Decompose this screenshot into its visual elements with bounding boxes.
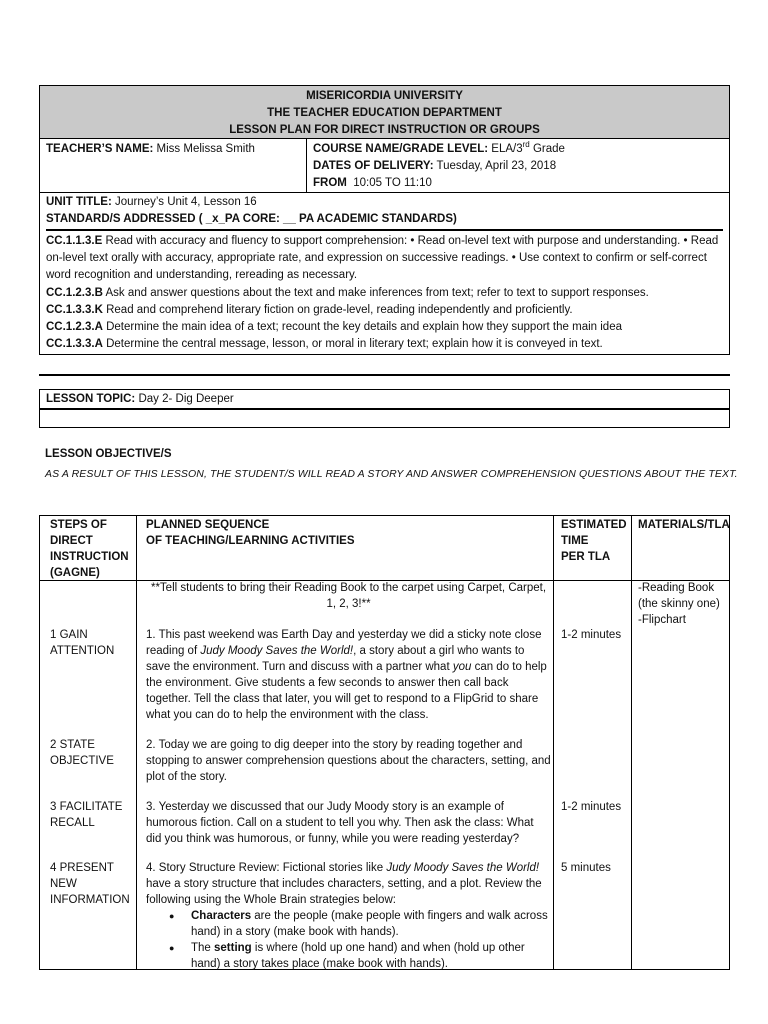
step-text-part: can do to help the environment. Give students a few seconds to answer then call back together. Tell the class that later, you will get to respond to a FlipGrid to share what you can do to help the environment with the class. bbox=[146, 661, 547, 721]
standard-item bbox=[46, 302, 723, 319]
bullet-term: setting bbox=[214, 942, 252, 954]
time-header bbox=[561, 517, 633, 565]
step-label-state-objective bbox=[50, 737, 135, 769]
standard-code: CC.1.1.3.E bbox=[46, 235, 103, 247]
topic-label: LESSON TOPIC: bbox=[46, 393, 136, 405]
time-header-line: ESTIMATED bbox=[561, 519, 627, 531]
sequence-header-line: PLANNED SEQUENCE bbox=[146, 519, 270, 531]
time-header-line: PER TLA bbox=[561, 551, 611, 563]
course-suffix: Grade bbox=[532, 143, 565, 155]
standard-item bbox=[46, 319, 723, 336]
book-title: Judy Moody Saves the World! bbox=[386, 862, 540, 874]
step-text-gain-attention bbox=[146, 627, 551, 723]
from-label: FROM bbox=[313, 177, 347, 189]
bullet-text: is where (hold up one hand) and when (hold up other hand) a story takes place (make book with hands). bbox=[191, 942, 525, 970]
column-divider bbox=[553, 516, 554, 969]
unit-title bbox=[46, 194, 723, 211]
standard-text: Determine the main idea of a text; recount the key details and explain how they support the main idea bbox=[106, 321, 622, 334]
emphasis-text: you bbox=[452, 661, 472, 673]
teacher-name: Miss Melissa Smith bbox=[156, 143, 255, 155]
step-label-line: NEW bbox=[50, 878, 77, 890]
step-time: 5 minutes bbox=[561, 862, 611, 874]
bullet-item bbox=[146, 908, 551, 940]
step-label-line: 1 GAIN bbox=[50, 629, 88, 641]
column-divider bbox=[631, 516, 632, 969]
column-divider bbox=[136, 516, 137, 969]
document-header bbox=[39, 85, 730, 139]
step-label-facilitate-recall bbox=[50, 799, 135, 831]
materials-header: MATERIALS/TLA bbox=[638, 519, 730, 531]
info-row bbox=[39, 139, 730, 193]
topic-box bbox=[39, 389, 730, 428]
step-label-line: RECALL bbox=[50, 817, 95, 829]
step-time: 1-2 minutes bbox=[561, 801, 622, 813]
university-name: MISERICORDIA UNIVERSITY bbox=[306, 90, 463, 102]
standard-item bbox=[46, 336, 723, 353]
step-label-line: OBJECTIVE bbox=[50, 755, 114, 767]
step-label-line: 2 STATE bbox=[50, 739, 95, 751]
material-item: -Reading Book (the skinny one) bbox=[638, 582, 720, 610]
step-label-gain-attention bbox=[50, 627, 135, 659]
step-text-present-new-information bbox=[146, 860, 551, 972]
materials-list bbox=[638, 580, 730, 628]
dates-value: Tuesday, April 23, 2018 bbox=[436, 160, 557, 172]
standards-heading: STANDARD/S ADDRESSED ( _x_PA CORE: __ PA ACADEMIC STANDARDS) bbox=[46, 211, 723, 231]
unit-section bbox=[39, 193, 730, 355]
teacher-cell bbox=[40, 139, 307, 192]
section-divider bbox=[39, 374, 730, 376]
step-text-part: have a story structure that includes characters, setting, and a plot. Review the following using the Whole Brain strategies below: bbox=[146, 878, 542, 906]
book-title: Judy Moody Saves the World! bbox=[200, 645, 354, 657]
standard-text: Ask and answer questions about the text and make inferences from text; refer to text to support responses. bbox=[105, 286, 649, 299]
course-cell bbox=[307, 139, 729, 192]
instruction-table bbox=[39, 515, 730, 970]
standard-code: CC.1.3.3.A bbox=[46, 338, 103, 351]
standard-item bbox=[46, 285, 723, 302]
bullet-text: are the people (make people with fingers and walk across hand) in a story (make book with hands). bbox=[191, 910, 548, 938]
course-line bbox=[313, 141, 723, 158]
step-label-line: INFORMATION bbox=[50, 894, 130, 906]
standard-item bbox=[46, 233, 723, 285]
standard-code: CC.1.2.3.B bbox=[46, 286, 103, 299]
bullet-text: The bbox=[191, 942, 215, 954]
unit-title-value: Journey’s Unit 4, Lesson 16 bbox=[115, 196, 257, 208]
topic-value: Day 2- Dig Deeper bbox=[138, 393, 234, 405]
step-time: 1-2 minutes bbox=[561, 629, 622, 641]
course-label: COURSE NAME/GRADE LEVEL: bbox=[313, 143, 489, 155]
bullet-item bbox=[146, 940, 551, 972]
standard-code: CC.1.3.3.K bbox=[46, 303, 103, 316]
topic-line bbox=[40, 390, 729, 410]
objective-text: AS A RESULT OF THIS LESSON, THE STUDENT/S WILL READ A STORY AND ANSWER COMPREHENSION QUESTIONS ABOUT THE TEXT. bbox=[45, 468, 738, 480]
step-text-state-objective: 2. Today we are going to dig deeper into the story by reading together and stopping to answer comprehension questions about the characters, setting, and plot of the story. bbox=[146, 739, 551, 783]
standard-text: Read with accuracy and fluency to support comprehension: • Read on-level text with purpose and understanding. • Read on-level text orally with accuracy, appropriate rate, and expression on successive readings. • Use context to confirm or self-correct word recognition and understanding, rereading as necessary. bbox=[46, 235, 719, 282]
intro-instruction: **Tell students to bring their Reading Book to the carpet using Carpet, Carpet, 1, 2, 3!** bbox=[150, 582, 547, 610]
course-sup: rd bbox=[522, 140, 530, 150]
step-label-line: 4 PRESENT bbox=[50, 862, 114, 874]
step-text-part: 1. This past weekend was Earth Day and yesterday we did a sticky note close reading of bbox=[146, 629, 542, 657]
steps-header-line: (GAGNE) bbox=[50, 567, 100, 579]
plan-title: LESSON PLAN FOR DIRECT INSTRUCTION OR GROUPS bbox=[229, 124, 540, 136]
step-label-line: ATTENTION bbox=[50, 645, 115, 657]
step-text-part: 4. Story Structure Review: Fictional stories like bbox=[146, 862, 387, 874]
time-line bbox=[313, 175, 723, 192]
step-paragraph bbox=[146, 860, 551, 908]
from-value: 10:05 TO 11:10 bbox=[353, 177, 432, 189]
dates-label: DATES OF DELIVERY: bbox=[313, 160, 434, 172]
step-text-part: , a story about a girl who wants to save the environment. Turn and discuss with a partner what bbox=[146, 645, 525, 673]
steps-header-line: INSTRUCTION bbox=[50, 551, 129, 563]
step-text-facilitate-recall: 3. Yesterday we discussed that our Judy Moody story is an example of humorous fiction. Call on a student to tell you why. Then ask the class: What did you think was humorous, or funny, while you were reading yesterday? bbox=[146, 801, 534, 845]
unit-title-label: UNIT TITLE: bbox=[46, 196, 112, 208]
objective-heading: LESSON OBJECTIVE/S bbox=[45, 448, 172, 460]
time-header-line: TIME bbox=[561, 535, 589, 547]
bullet-term: Characters bbox=[191, 910, 252, 922]
department-name: THE TEACHER EDUCATION DEPARTMENT bbox=[267, 107, 502, 119]
standard-code: CC.1.2.3.A bbox=[46, 321, 103, 334]
steps-header bbox=[50, 517, 135, 581]
material-item: -Flipchart bbox=[638, 614, 686, 626]
step-label-line: 3 FACILITATE bbox=[50, 801, 123, 813]
step-label-present-new-information bbox=[50, 860, 135, 908]
standard-text: Read and comprehend literary fiction on grade-level, reading independently and proficiently. bbox=[106, 303, 573, 316]
sequence-header bbox=[146, 517, 551, 549]
steps-header-line: DIRECT bbox=[50, 535, 93, 547]
steps-header-line: STEPS OF bbox=[50, 519, 107, 531]
course-value: ELA/3 bbox=[491, 143, 523, 155]
standard-text: Determine the central message, lesson, or moral in literary text; explain how it is conveyed in text. bbox=[106, 338, 603, 351]
teacher-label: TEACHER’S NAME: bbox=[46, 143, 154, 155]
sequence-header-line: OF TEACHING/LEARNING ACTIVITIES bbox=[146, 535, 355, 547]
dates-line bbox=[313, 158, 723, 175]
